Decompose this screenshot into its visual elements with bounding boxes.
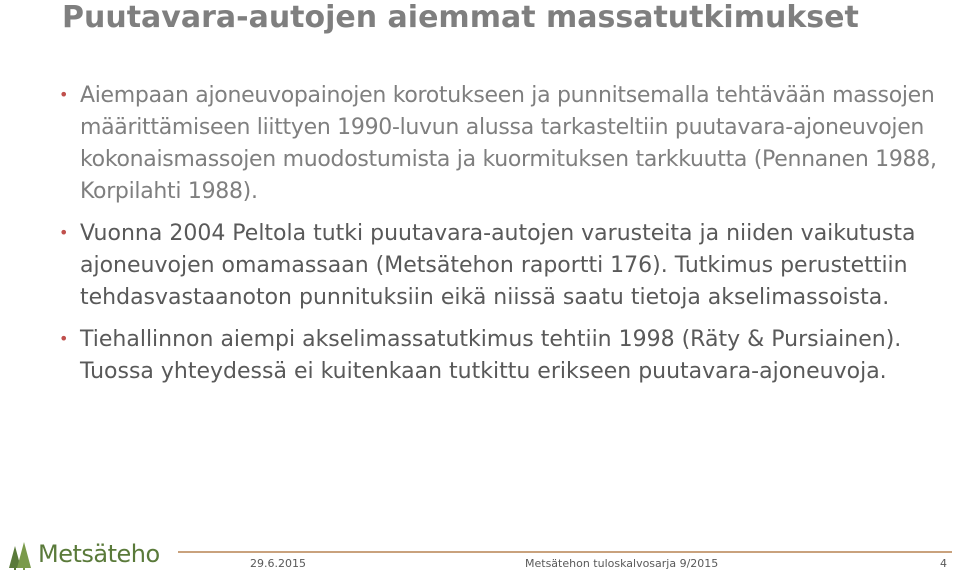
bullet-item bbox=[59, 324, 952, 388]
metsateho-logo bbox=[5, 538, 160, 570]
bullet-text: Vuonna 2004 Peltola tutki puutavara-autojen varusteita ja niiden vaikutusta ajoneuvojen omamassaan (Metsätehon raportti 176). Tutkimus perustettiin tehdasvastaanoton punnituksiin eikä niissä saatu tietoja akselimassoista. bbox=[80, 221, 916, 310]
slide-title: Puutavara-autojen aiemmat massatutkimukset bbox=[62, 0, 859, 35]
footer-source: Metsätehon tuloskalvosarja 9/2015 bbox=[525, 557, 719, 570]
bullet-item bbox=[59, 80, 952, 208]
metsateho-tree-logo-icon bbox=[5, 538, 35, 570]
bullet-dot-icon: • bbox=[59, 85, 69, 104]
bullet-dot-icon: • bbox=[59, 223, 69, 242]
bullet-dot-icon: • bbox=[59, 329, 69, 348]
bullet-item bbox=[59, 218, 952, 314]
bullet-list bbox=[59, 80, 952, 398]
page-number: 4 bbox=[940, 557, 947, 570]
footer-divider bbox=[178, 551, 952, 553]
footer-date: 29.6.2015 bbox=[250, 557, 306, 570]
bullet-text: Aiempaan ajoneuvopainojen korotukseen ja punnitsemalla tehtävään massojen määrittämiseen liittyen 1990-luvun alussa tarkasteltiin puutavara-ajoneuvojen kokonaismassojen muodostumista ja kuormituksen tarkkuutta (Pennanen 1988, Korpilahti 1988). bbox=[80, 83, 937, 204]
logo-text: Metsäteho bbox=[38, 540, 160, 568]
bullet-text: Tiehallinnon aiempi akselimassatutkimus tehtiin 1998 (Räty & Pursiainen). Tuossa yhteydessä ei kuitenkaan tutkittu erikseen puutavara-ajoneuvoja. bbox=[80, 327, 902, 384]
